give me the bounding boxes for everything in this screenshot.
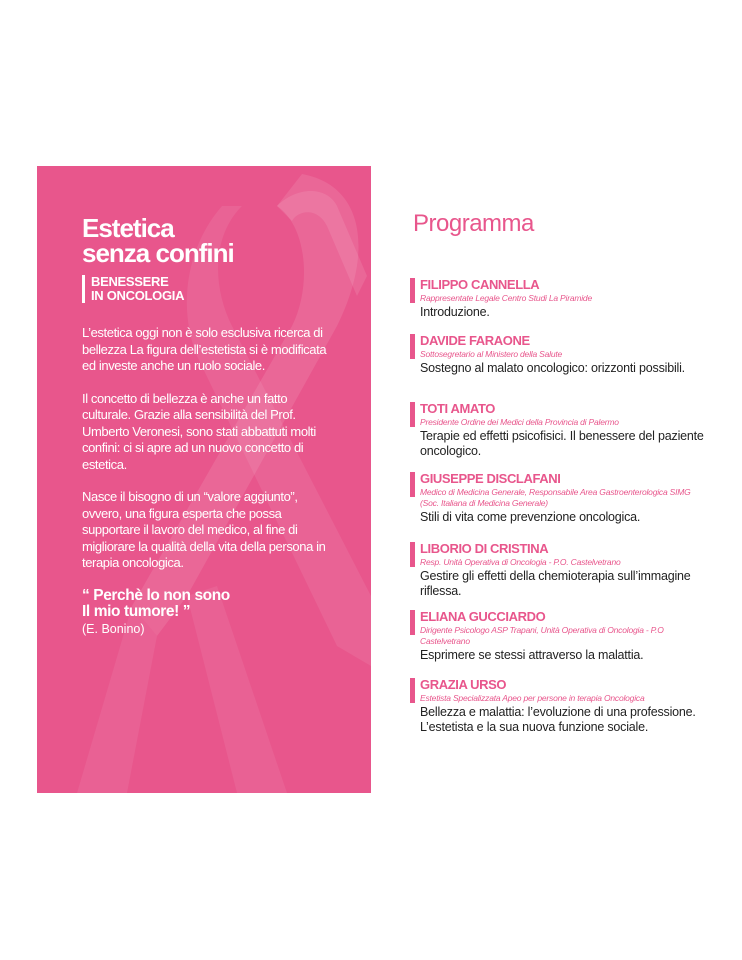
speaker-marker bbox=[410, 278, 415, 303]
speaker-name: FILIPPO CANNELLA bbox=[420, 277, 540, 292]
speaker-talk: Esprimere se stessi attraverso la malattia. bbox=[420, 648, 644, 662]
speaker-marker bbox=[410, 402, 415, 427]
speaker-role: Sottosegretario al Ministero della Salute bbox=[420, 349, 563, 359]
speaker-item bbox=[410, 402, 710, 472]
speaker-item bbox=[410, 334, 710, 402]
speaker-item bbox=[410, 472, 710, 542]
speaker-marker bbox=[410, 610, 415, 635]
speaker-name: LIBORIO DI CRISTINA bbox=[420, 541, 549, 556]
subtitle-line-1: BENESSERE bbox=[91, 274, 169, 289]
speaker-marker bbox=[410, 334, 415, 359]
speaker-marker bbox=[410, 678, 415, 703]
speaker-item bbox=[410, 278, 710, 334]
program-title: Programma bbox=[413, 210, 534, 237]
speaker-talk: Gestire gli effetti della chemioterapia sull’immagine riflessa. bbox=[420, 569, 691, 598]
speaker-marker bbox=[410, 472, 415, 497]
panel-title bbox=[82, 213, 337, 268]
intro-paragraph: L’estetica oggi non è solo esclusiva ricerca di bellezza La figura dell’estetista si è modificata ed investe anche un ruolo sociale. bbox=[82, 325, 327, 373]
speaker-item bbox=[410, 678, 710, 758]
subtitle-line-2: IN ONCOLOGIA bbox=[91, 288, 185, 303]
speaker-talk: Introduzione. bbox=[420, 305, 490, 319]
speaker-talk: Bellezza e malattia: l’evoluzione di una professione. L’estetista e la sua nuova funzione sociale. bbox=[420, 705, 696, 734]
speaker-name: GIUSEPPE DISCLAFANI bbox=[420, 471, 561, 486]
quote-author: (E. Bonino) bbox=[82, 621, 145, 636]
speaker-role: Medico di Medicina Generale, Responsabile Area Gastroenterologica SIMG (Soc. Italiana di Medicina Generale) bbox=[420, 487, 691, 508]
speaker-talk: Terapie ed effetti psicofisici. Il benessere del paziente oncologico. bbox=[420, 429, 704, 458]
info-panel bbox=[37, 166, 371, 793]
title-line-2: senza confini bbox=[82, 238, 234, 268]
speaker-name: TOTI AMATO bbox=[420, 401, 495, 416]
title-line-1: Estetica bbox=[82, 213, 174, 243]
speaker-item bbox=[410, 610, 710, 678]
panel-content bbox=[82, 213, 337, 636]
speaker-role: Rappresentate Legale Centro Studi La Piramide bbox=[420, 293, 592, 303]
intro-paragraph: Il concetto di bellezza è anche un fatto culturale. Grazie alla sensibilità del Prof. Umberto Veronesi, sono stati abbattuti molti confini: ci si apre ad un nuovo concetto di estetica. bbox=[82, 390, 316, 472]
speaker-role: Presidente Ordine dei Medici della Provincia di Palermo bbox=[420, 417, 619, 427]
subtitle-divider bbox=[82, 275, 85, 303]
speaker-item bbox=[410, 542, 710, 610]
speaker-marker bbox=[410, 542, 415, 567]
quote-line-1: “ Perchè lo non sono bbox=[82, 586, 230, 604]
speaker-list bbox=[410, 278, 710, 758]
speaker-name: DAVIDE FARAONE bbox=[420, 333, 530, 348]
panel-subtitle bbox=[91, 275, 184, 303]
speaker-name: GRAZIA URSO bbox=[420, 677, 507, 692]
speaker-role: Dirigente Psicologo ASP Trapani, Unità Operativa di Oncologia - P.O Castelvetrano bbox=[420, 625, 664, 646]
speaker-role: Estetista Specializzata Apeo per persone in terapia Oncologica bbox=[420, 693, 645, 703]
speaker-talk: Stili di vita come prevenzione oncologica. bbox=[420, 510, 641, 524]
speaker-talk: Sostegno al malato oncologico: orizzonti possibili. bbox=[420, 361, 685, 375]
intro-text bbox=[82, 325, 337, 572]
subtitle-block bbox=[82, 275, 337, 303]
speaker-name: ELIANA GUCCIARDO bbox=[420, 609, 546, 624]
speaker-role: Resp. Unità Operativa di Oncologia - P.O. Castelvetrano bbox=[420, 557, 621, 567]
quote-line-2: Il mio tumore! ” bbox=[82, 602, 191, 620]
intro-paragraph: Nasce il bisogno di un “valore aggiunto”, ovvero, una figura esperta che possa supportare il lavoro del medico, al fine di migliorare la qualità della vita della persona in terapia oncologica. bbox=[82, 489, 326, 570]
quote bbox=[82, 588, 337, 620]
